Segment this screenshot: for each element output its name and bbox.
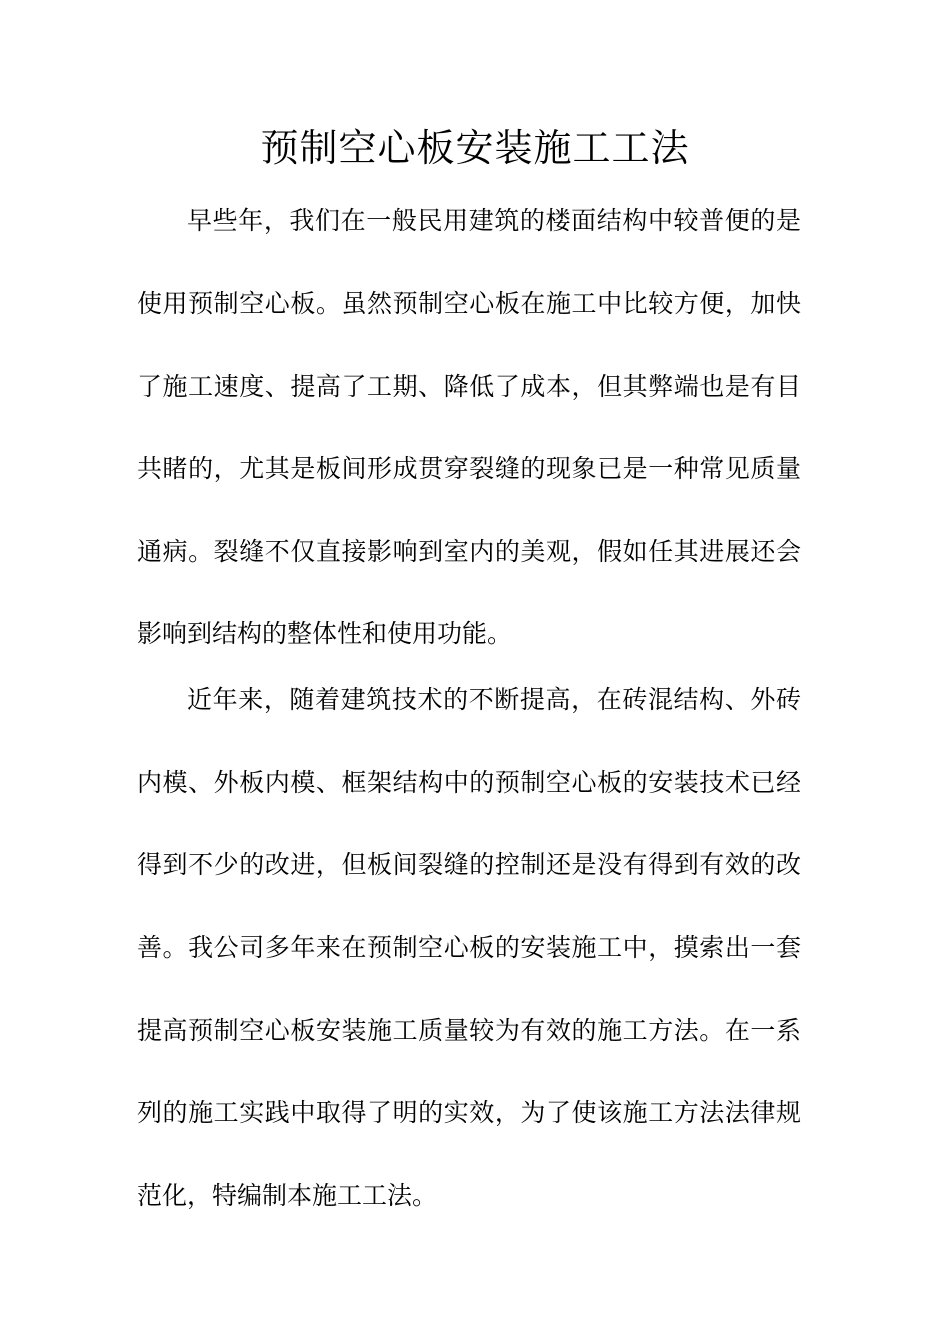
paragraph-line: 善。我公司多年来在预制空心板的安装施工中，摸索出一套 bbox=[137, 933, 801, 962]
document-title: 预制空心板安装施工工法 bbox=[260, 126, 690, 170]
paragraph-line: 范化，特编制本施工工法。 bbox=[137, 1181, 438, 1210]
paragraph-line: 通病。裂缝不仅直接影响到室内的美观，假如任其进展还会 bbox=[137, 537, 801, 566]
paragraph-line: 内模、外板内模、框架结构中的预制空心板的安装技术已经 bbox=[137, 768, 801, 797]
paragraph-line: 提高预制空心板安装施工质量较为有效的施工方法。在一系 bbox=[137, 1016, 801, 1045]
paragraph-line: 使用预制空心板。虽然预制空心板在施工中比较方便，加快 bbox=[137, 289, 801, 318]
paragraph-line: 近年来，随着建筑技术的不断提高，在砖混结构、外砖 bbox=[187, 685, 801, 714]
paragraph-line: 共睹的，尤其是板间形成贯穿裂缝的现象已是一种常见质量 bbox=[137, 454, 801, 483]
paragraph-line: 列的施工实践中取得了明的实效，为了使该施工方法法律规 bbox=[137, 1098, 801, 1127]
paragraph-line: 了施工速度、提高了工期、降低了成本，但其弊端也是有目 bbox=[137, 372, 801, 401]
paragraph-line: 影响到结构的整体性和使用功能。 bbox=[137, 619, 513, 648]
paragraph-line: 得到不少的改进，但板间裂缝的控制还是没有得到有效的改 bbox=[137, 850, 801, 879]
paragraph-line: 早些年，我们在一般民用建筑的楼面结构中较普便的是 bbox=[187, 206, 801, 235]
